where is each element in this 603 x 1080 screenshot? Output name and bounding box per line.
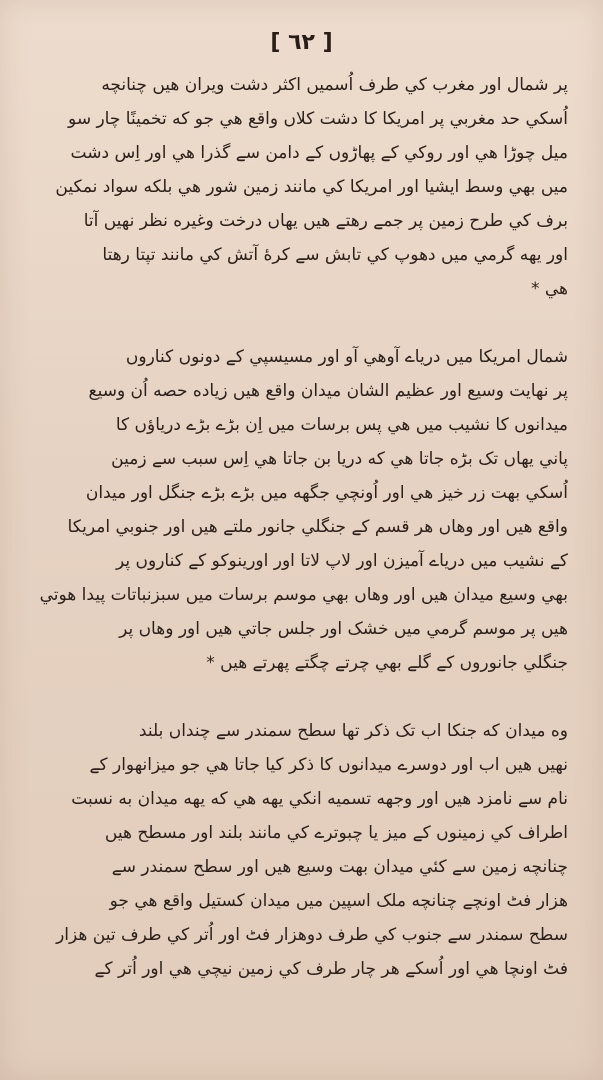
text-line: اور يهه گرمي ميں دهوپ کي تابش سے کرۀ آتش کي مانند تپتا رهتا — [102, 245, 568, 265]
text-line: اطراف کي زمينوں کے ميز يا چبوترے کي مانند بلند اور مسطح هيں — [104, 823, 568, 843]
text-line: واقع هيں اور وهاں هر قسم کے جنگلي جانور ملتے هيں اور جنوبي امريکا — [67, 517, 568, 537]
text-line: چنانچه زمين سے کئي ميدان بهت وسيع هيں اور سطح سمندر سے — [111, 857, 568, 877]
text-line: نام سے نامزد هيں اور وجهه تسميه انکي يهه هي که يهه ميدان به نسبت — [71, 789, 568, 809]
text-line: جنگلي جانوروں کے گلے بهي چرتے چگتے پهرتے هيں * — [206, 653, 568, 673]
text-line: هزار فٹ اونچے چنانچه ملک اسپين ميں ميدان کستيل واقع هي جو — [109, 891, 568, 911]
text-line: ميدانوں کا نشيب ميں هي پس برسات ميں اِن بڑے بڑے درياؤں کا — [115, 415, 568, 435]
text-line: نهيں هيں اب اور دوسرے ميدانوں کا ذکر کيا جاتا هي جو ميزانهوار کے — [89, 755, 568, 775]
text-line: کے نشيب ميں درياے آميزن اور لاپ لاتا اور اورينوکو کے کناروں پر — [116, 551, 568, 571]
text-line: پر شمال اور مغرب کي طرف اُسميں اکثر دشت ويران هيں چنانچه — [101, 75, 568, 95]
text-line: هي * — [530, 279, 568, 299]
text-line: وه ميدان که جنکا اب تک ذکر تها سطح سمندر سے چنداں بلند — [138, 721, 568, 741]
text-line: پاني يهاں تک بڑه جاتا هي که دريا بن جاتا هي اِس سبب سے زمين — [111, 449, 568, 469]
text-line: ميل چوڑا هي اور روکي کے پهاڑوں کے دامن سے گذرا هي اور اِس دشت — [70, 143, 568, 163]
text-line: فٹ اونچا هي اور اُسکے هر چار طرف کي زمين نيچي هي اور اُتر کے — [94, 959, 568, 979]
paragraph-2 — [40, 340, 568, 680]
text-line: هيں پر موسم گرمي ميں خشک اور جلس جاتي هيں اور وهاں پر — [119, 619, 568, 639]
text-line: ميں بهي وسط ايشيا اور امريکا کي مانند زمين شور هي بلکه سواد نمکين — [55, 177, 568, 197]
text-line: پر نهايت وسيع اور عظيم الشان ميدان واقع هيں زياده حصه اُن وسيع — [88, 381, 568, 401]
page-number: [ ٦٢ ] — [270, 30, 333, 55]
text-line: اُسکي بهت زر خيز هي اور اُونچي جگهه ميں بڑے بڑے جنگل اور ميدان — [85, 483, 568, 503]
text-line: سطح سمندر سے جنوب کي طرف دوهزار فٹ اور اُتر کي طرف تين هزار — [56, 925, 568, 945]
text-line: بهي وسيع ميدان هيں اور وهاں بهي موسم برسات ميں سبزنباتات پيدا هوتي — [40, 585, 568, 605]
paragraph-1 — [40, 68, 568, 306]
text-line: برف کي طرح زمين پر جمے رهتے هيں يهاں درخت وغيره نظر نهيں آتا — [83, 211, 568, 231]
text-line: شمال امريکا ميں درياے آوهي آو اور مسيسپي کے دونوں کناروں — [125, 347, 568, 367]
paragraph-3 — [40, 714, 568, 986]
text-line: اُسکي حد مغربي پر امريکا کا دشت کلاں واقع هي جو که تخمينًا چار سو — [68, 109, 568, 129]
